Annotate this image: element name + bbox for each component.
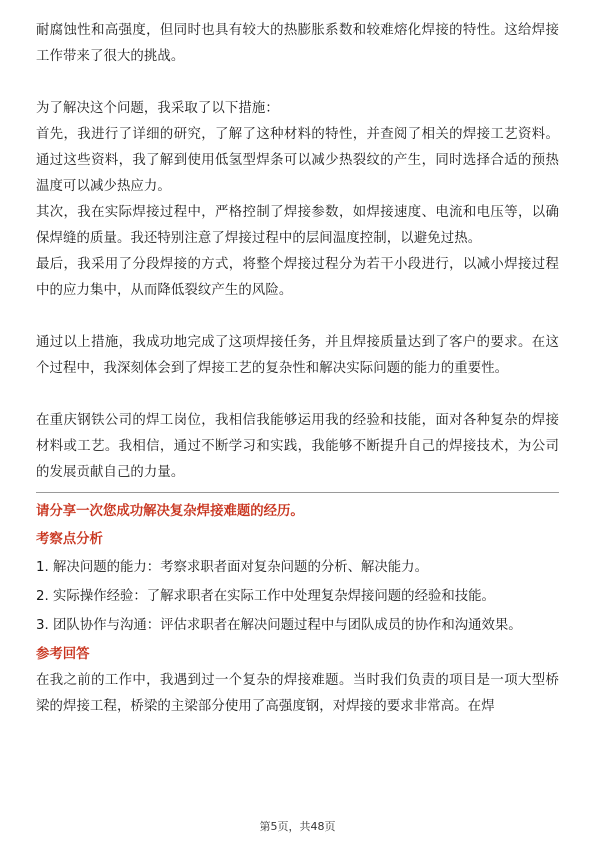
paragraph-material-properties: 耐腐蚀性和高强度，但同时也具有较大的热膨胀系数和较难熔化焊接的特性。这给焊接工作带来了很大的挑战。: [36, 23, 559, 64]
document-page: [36, 18, 559, 720]
paragraph-measure-first: 首先，我进行了详细的研究，了解了这种材料的特性，并查阅了相关的焊接工艺资料。通过这些资料，我了解到使用低氢型焊条可以减少热裂纹的产生，同时选择合适的预热温度可以减少热应力。: [36, 127, 559, 194]
paragraph-conclusion: 在重庆钢铁公司的焊工岗位，我相信我能够运用我的经验和技能，面对各种复杂的焊接材料或工艺。我相信，通过不断学习和实践，我能够不断提升自己的焊接技术，为公司的发展贡献自己的力量。: [36, 413, 559, 480]
paragraph-measure-last: 最后，我采用了分段焊接的方式，将整个焊接过程分为若干小段进行，以减小焊接过程中的应力集中，从而降低裂纹产生的风险。: [36, 257, 559, 298]
paragraph-gap: [36, 304, 559, 330]
section-divider: [36, 492, 559, 493]
analysis-item-1: 1. 解决问题的能力：考察求职者面对复杂问题的分析、解决能力。: [36, 560, 428, 575]
analysis-heading: 考察点分析: [36, 532, 103, 547]
answer-heading: 参考回答: [36, 647, 90, 662]
interview-question: 请分享一次您成功解决复杂焊接难题的经历。: [36, 504, 304, 519]
analysis-item-3: 3. 团队协作与沟通：评估求职者在解决问题过程中与团队成员的协作和沟通效果。: [36, 618, 522, 633]
page-number: 第5页，共48页: [259, 820, 336, 833]
paragraph-gap: [36, 382, 559, 408]
analysis-item-2: 2. 实际操作经验：了解求职者在实际工作中处理复杂焊接问题的经验和技能。: [36, 589, 495, 604]
paragraph-result: 通过以上措施，我成功地完成了这项焊接任务，并且焊接质量达到了客户的要求。在这个过程中，我深刻体会到了焊接工艺的复杂性和解决实际问题的能力的重要性。: [36, 335, 559, 376]
paragraph-gap: [36, 70, 559, 96]
paragraph-measure-second: 其次，我在实际焊接过程中，严格控制了焊接参数，如焊接速度、电流和电压等，以确保焊缝的质量。我还特别注意了焊接过程中的层间温度控制，以避免过热。: [36, 205, 559, 246]
paragraph-measures-intro: 为了解决这个问题，我采取了以下措施：: [36, 101, 279, 116]
answer-paragraph: 在我之前的工作中，我遇到过一个复杂的焊接难题。当时我们负责的项目是一项大型桥梁的焊接工程，桥梁的主梁部分使用了高强度钢，对焊接的要求非常高。在焊: [36, 673, 559, 714]
